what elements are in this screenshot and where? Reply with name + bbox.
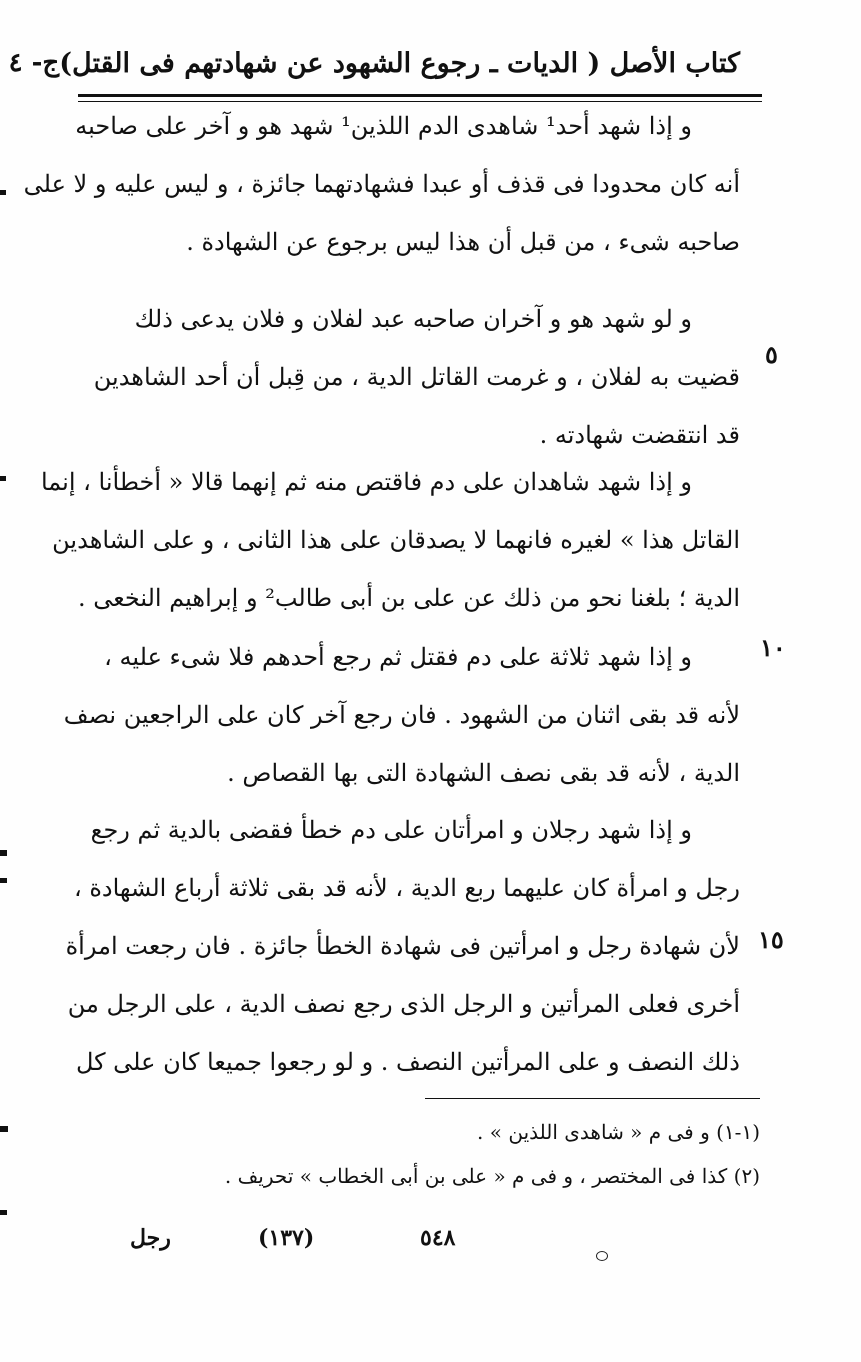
footnote-2: (٢) كذا فى المختصر ، و فى م « على بن أبى الخطاب » تحريف . bbox=[224, 1164, 760, 1188]
text-line: الدية ؛ بلغنا نحو من ذلك عن على بن أبى طالب² و إبراهيم النخعى . bbox=[78, 584, 740, 612]
footnotes bbox=[200, 1110, 760, 1198]
paragraph-3 bbox=[40, 453, 740, 627]
text-line: و إذا شهد شاهدان على دم فاقتص منه ثم إنهما قالا « أخطأنا ، إنما bbox=[40, 468, 692, 496]
text-line: و إذا شهد أحد¹ شاهدى الدم اللذين¹ شهد هو و آخر على صاحبه bbox=[75, 112, 692, 140]
scan-mark bbox=[0, 850, 7, 856]
text-line: لأنه قد بقى اثنان من الشهود . فان رجع آخر كان على الراجعين نصف bbox=[63, 701, 740, 729]
text-line: الدية ، لأنه قد بقى نصف الشهادة التى بها القصاص . bbox=[227, 759, 740, 787]
text-line: قضيت به لفلان ، و غرمت القاتل الدية ، من قِبل أن أحد الشاهدين bbox=[93, 363, 740, 391]
paragraph-4 bbox=[63, 628, 740, 802]
text-line: و إذا شهد رجلان و امرأتان على دم خطأ فقضى بالدية ثم رجع bbox=[90, 816, 692, 844]
text-line: و إذا شهد ثلاثة على دم فقتل ثم رجع أحدهم فلا شىء عليه ، bbox=[104, 643, 692, 671]
scan-mark bbox=[0, 190, 6, 195]
ink-ring-mark bbox=[596, 1251, 608, 1261]
header-title: كتاب الأصل ( الديات ـ رجوع الشهود عن شهادتهم فى القتل) bbox=[59, 47, 740, 79]
paragraph-2 bbox=[93, 290, 740, 464]
text-line: القاتل هذا » لغيره فانهما لا يصدقان على هذا الثانى ، و على الشاهدين bbox=[52, 526, 740, 554]
text-line: و لو شهد هو و آخران صاحبه عبد لفلان و فلان يدعى ذلك bbox=[134, 305, 692, 333]
line-number-5: ٥ bbox=[765, 340, 778, 369]
original-page-number: ٥٤٨ bbox=[420, 1225, 456, 1251]
line-number-10: ١٠ bbox=[760, 633, 786, 662]
scan-mark bbox=[0, 1210, 7, 1215]
paragraph-1 bbox=[23, 97, 740, 271]
volume-number: ج- ٤ bbox=[8, 48, 60, 78]
text-line: أنه كان محدودا فى قذف أو عبدا فشهادتهما جائزة ، و ليس عليه و لا على bbox=[23, 170, 740, 198]
line-number-15: ١٥ bbox=[758, 925, 784, 954]
running-header bbox=[8, 38, 740, 88]
scan-mark bbox=[0, 1126, 8, 1132]
text-line: أخرى فعلى المرأتين و الرجل الذى رجع نصف الدية ، على الرجل من bbox=[67, 990, 740, 1018]
catchword: رجل bbox=[130, 1225, 171, 1251]
scan-mark bbox=[0, 476, 6, 481]
scan-mark bbox=[0, 878, 7, 883]
text-line: رجل و امرأة كان عليهما ربع الدية ، لأنه قد بقى ثلاثة أرباع الشهادة ، bbox=[73, 874, 740, 902]
footnote-1: (١-١) و فى م « شاهدى اللذين » . bbox=[477, 1120, 760, 1144]
text-line: لأن شهادة رجل و امرأتين فى شهادة الخطأ جائزة . فان رجعت امرأة bbox=[65, 932, 740, 960]
text-line: ذلك النصف و على المرأتين النصف . و لو رجعوا جميعا كان على كل bbox=[75, 1048, 740, 1076]
text-line: قد انتقضت شهادته . bbox=[539, 421, 740, 449]
text-line: صاحبه شىء ، من قبل أن هذا ليس برجوع عن الشهادة . bbox=[186, 228, 740, 256]
paragraph-5 bbox=[65, 801, 740, 1091]
footnote-separator bbox=[425, 1098, 760, 1099]
page-number: (١٣٧) bbox=[258, 1225, 315, 1251]
